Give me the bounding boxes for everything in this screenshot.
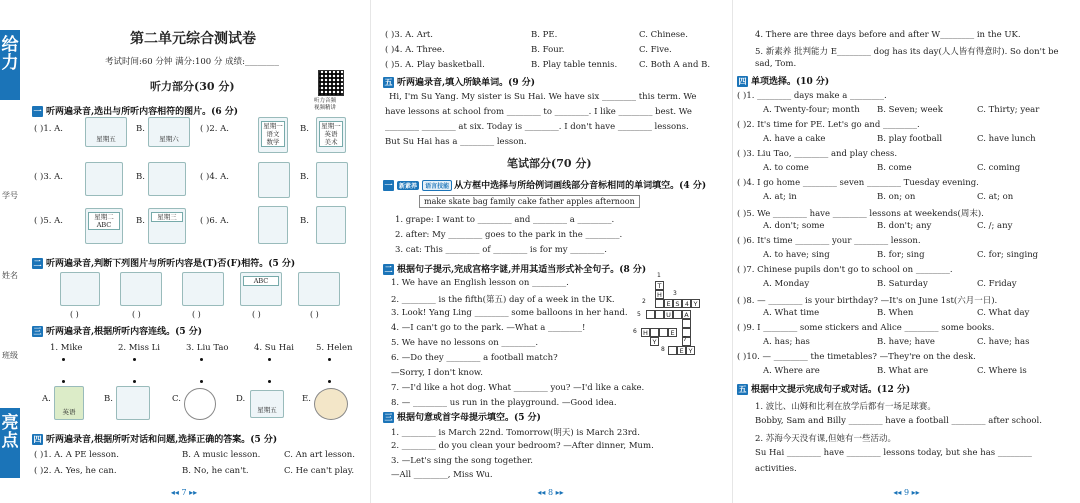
s1-item-6-pic-b[interactable] bbox=[316, 206, 346, 244]
p8-s2-line-6: 6. —Do they ________ a football match? bbox=[391, 353, 558, 363]
s3-dot-top-4[interactable] bbox=[268, 358, 271, 361]
s1-item-5-pic-b[interactable]: 星期三 bbox=[148, 208, 186, 244]
mc-question-9-option-a[interactable]: A. has; has bbox=[763, 337, 810, 347]
p9-section-5-heading: 五 根据中文提示完成句子或对话。(12 分) bbox=[738, 385, 911, 395]
s1-item-3-pic-b[interactable] bbox=[148, 162, 186, 196]
section-1-heading: 一 听两遍录音,选出与所听内容相符的图片。(6 分) bbox=[33, 107, 239, 117]
p8-s3-line-3: 3. —Let's sing the song together. bbox=[391, 456, 533, 466]
s1-item-3-pic-a[interactable] bbox=[85, 162, 123, 196]
p8-section-3-heading: 三 根据句意或首字母提示填空。(5 分) bbox=[384, 413, 541, 423]
s3-dot-bottom-4[interactable] bbox=[268, 380, 271, 383]
mc-question-9: ( )9. I ________ some stickers and Alice ________ some books. bbox=[737, 323, 995, 333]
mc-question-7: ( )7. Chinese pupils don't go to school on ________. bbox=[737, 265, 953, 275]
mc-question-9-option-b[interactable]: B. have; have bbox=[877, 337, 935, 347]
s3-name-4: 4. Su Hai bbox=[254, 343, 295, 353]
s3-letter-d: D. bbox=[236, 394, 246, 404]
mc-question-7-option-a[interactable]: A. Monday bbox=[763, 279, 810, 289]
p8-s5-line-3: ________ ________ at six. Today is ________. I don't have ________ lessons. bbox=[385, 122, 689, 132]
s3-letter-c: C. bbox=[172, 394, 181, 404]
s2-answer-5[interactable]: ( ) bbox=[310, 310, 319, 319]
p9-top-line-3: sad, Tom. bbox=[755, 59, 797, 69]
mc-question-1-option-b[interactable]: B. Seven; week bbox=[877, 105, 943, 115]
p8-s1-line-1: 1. grape: I want to ________ and ________ a ________. bbox=[395, 215, 615, 225]
mc-question-1-option-a[interactable]: A. Twenty-four; month bbox=[763, 105, 860, 115]
p8-s2-line-1: 1. We have an English lesson on ________. bbox=[391, 278, 569, 288]
section-2-heading: 二 听两遍录音,判断下列图片与所听内容是(T)否(F)相符。(5 分) bbox=[33, 259, 296, 269]
s1-item-1-pic-b[interactable]: 星期六 bbox=[148, 117, 190, 147]
p8-s1-line-3: 3. cat: This ________ of ________ is for my ________. bbox=[395, 245, 607, 255]
s3-dot-bottom-5[interactable] bbox=[328, 380, 331, 383]
s1-item-4-pic-b[interactable] bbox=[316, 162, 348, 198]
mc-question-3: ( )3. Liu Tao, ________ and play chess. bbox=[737, 149, 898, 159]
s1-item-1-pic-a[interactable]: 星期五 bbox=[85, 117, 127, 147]
s4-item-1-a: ( )1. A. A PE lesson. bbox=[34, 450, 119, 460]
page-9 bbox=[732, 0, 1080, 503]
p9-top-line-1: 4. There are three days before and after W________ in the UK. bbox=[755, 30, 1021, 40]
p8-s2-line-3: 3. Look! Yang Ling ________ some balloons in her hand. bbox=[391, 308, 628, 318]
section-4-heading: 四 听两遍录音,根据所听对话和问题,选择正确的答案。(5 分) bbox=[33, 435, 278, 445]
s3-dot-bottom-2[interactable] bbox=[133, 380, 136, 383]
s4-item-2-a: ( )2. A. Yes, he can. bbox=[34, 466, 117, 476]
s2-pic-3 bbox=[182, 272, 224, 306]
s3-letter-b: B. bbox=[104, 394, 113, 404]
p8-section-5-heading: 五 听两遍录音,填入所缺单词。(9 分) bbox=[384, 78, 536, 88]
p8-s3-line-2: 2. ________ do you clean your bedroom? —After dinner, Mum. bbox=[391, 441, 654, 451]
s2-answer-1[interactable]: ( ) bbox=[70, 310, 79, 319]
s1-item-2-pic-b[interactable]: 星期一 英语 美术 bbox=[316, 117, 346, 153]
p9-s5-line-5: activities. bbox=[755, 464, 797, 474]
p8-s2-line-5: 5. We have no lessons on ________. bbox=[391, 338, 539, 348]
p8-s5-line-2: have lessons at school from ________ to ________. I like ________ best. We bbox=[385, 107, 692, 117]
p8-item-4-a: ( )4. A. Three. bbox=[385, 45, 445, 55]
s3-letter-e: E. bbox=[302, 394, 311, 404]
s3-dot-bottom-3[interactable] bbox=[200, 380, 203, 383]
p8-item-5-c: C. Both A and B. bbox=[639, 60, 711, 70]
side-label-name: 姓名 bbox=[2, 271, 18, 280]
section-3-heading: 三 听两遍录音,根据所听内容连线。(5 分) bbox=[33, 327, 203, 337]
s3-pic-b bbox=[116, 386, 150, 420]
mc-question-6-option-a[interactable]: A. to have; sing bbox=[763, 250, 830, 260]
p8-s1-line-2: 2. after: My ________ goes to the park in the ________. bbox=[395, 230, 623, 240]
s3-dot-bottom-1[interactable] bbox=[62, 380, 65, 383]
mc-question-3-option-b[interactable]: B. come bbox=[877, 163, 912, 173]
s1-item-2-pic-a[interactable]: 星期一 语文 数学 bbox=[258, 117, 288, 153]
s2-pic-5 bbox=[298, 272, 340, 306]
p8-s2-line-4: 4. —I can't go to the park. —What a ________! bbox=[391, 323, 586, 333]
p8-item-3-c: C. Chinese. bbox=[639, 30, 688, 40]
s1-item-5: ( )5. A. bbox=[34, 216, 63, 226]
mc-question-5: ( )5. We ________ have ________ lessons at weekends(周末). bbox=[737, 209, 984, 219]
listening-title: 听力部分(30 分) bbox=[150, 80, 235, 93]
mc-question-8-option-a[interactable]: A. What time bbox=[763, 308, 820, 318]
side-tab-top: 给力 bbox=[0, 30, 20, 100]
side-tab-bottom: 亮点 bbox=[0, 408, 20, 478]
s4-item-2-b: B. No, he can't. bbox=[182, 466, 249, 476]
s3-dot-top-1[interactable] bbox=[62, 358, 65, 361]
p8-s2-line-2: 2. ________ is the fifth(第五) day of a week in the UK. bbox=[391, 295, 615, 305]
mc-question-2: ( )2. It's time for PE. Let's go and ________. bbox=[737, 120, 920, 130]
qr-caption: 听力音频 视频精讲 bbox=[314, 98, 337, 111]
s1-item-5-pic-a[interactable]: 星期二 ABC bbox=[85, 208, 123, 244]
p8-item-3-a: ( )3. A. Art. bbox=[385, 30, 434, 40]
p9-s5-line-3: 2. 苏海今天没有课,但她有一些活动。 bbox=[755, 434, 897, 444]
p8-section-1-heading: 一 新素养 语言技能 从方框中选择与所给例词画线部分音标相同的单词填空。(4 分) bbox=[384, 181, 707, 191]
s3-dot-top-3[interactable] bbox=[200, 358, 203, 361]
s3-pic-a-book: 英语 bbox=[54, 386, 84, 420]
mc-question-10: ( )10. — ________ the timetables? —They're on the desk. bbox=[737, 352, 976, 362]
s1-item-6-pic-a[interactable] bbox=[258, 206, 288, 244]
page-number-7: ◂◂ 7 ▸▸ bbox=[170, 488, 198, 497]
s2-answer-4[interactable]: ( ) bbox=[252, 310, 261, 319]
s1-item-3: ( )3. A. bbox=[34, 172, 63, 182]
s2-pic-4: ABC bbox=[240, 272, 282, 306]
mc-question-8: ( )8. — ________ is your birthday? —It's on June 1st(六月一日). bbox=[737, 296, 998, 306]
s2-pic-1 bbox=[60, 272, 100, 306]
s3-dot-top-5[interactable] bbox=[328, 358, 331, 361]
mc-question-4-option-c[interactable]: C. at; on bbox=[977, 192, 1014, 202]
p9-top-line-2: 5. 新素养 批判能力 E________ dog has its day(人人皆有得意时). So don't be bbox=[755, 47, 1059, 57]
s4-item-2-c: C. He can't play. bbox=[284, 466, 355, 476]
p9-s5-line-1: 1. 波比、山姆和比利在放学后都有一场足球赛。 bbox=[755, 402, 936, 412]
s3-pic-c-clock bbox=[184, 388, 216, 420]
p8-s2-line-8: 8. — ________ us run in the playground. —Good idea. bbox=[391, 398, 617, 408]
s1-item-1: ( )1. A. bbox=[34, 124, 63, 134]
p9-s5-line-4: Su Hai ________ have ________ lessons today, but she has ________ bbox=[755, 448, 1032, 458]
mc-question-10-option-a[interactable]: A. Where are bbox=[763, 366, 820, 376]
mc-question-2-option-c[interactable]: C. have lunch bbox=[977, 134, 1036, 144]
p8-s3-line-4: —All ________, Miss Wu. bbox=[391, 470, 493, 480]
mc-question-7-option-c[interactable]: C. Friday bbox=[977, 279, 1017, 289]
s1-item-2: ( )2. A. bbox=[200, 124, 229, 134]
s3-dot-top-2[interactable] bbox=[133, 358, 136, 361]
side-label-class: 班级 bbox=[2, 351, 18, 360]
p8-s2-line-6b: —Sorry, I don't know. bbox=[391, 368, 483, 378]
side-label-number: 学号 bbox=[2, 191, 18, 200]
mc-question-1: ( )1. ________ days make a ________. bbox=[737, 91, 887, 101]
mc-question-3-option-c[interactable]: C. coming bbox=[977, 163, 1021, 173]
page-7: 给力 亮点 学号 姓名 班级 第二单元综合测试卷 考试时间:60 分钟 满分:100 分 成绩:________ 听力部分(30 分) 听力音频 视频精讲 一 听两遍录音,选出与所听内容相符的图片。(6 分) ( )1. A. 星期五 B. 星期六 ( )2. A. 星期一 语文 数学 B. 星期一 英语 美术 ( )3. A. B. ( )4. A. B. ( )5. A. 星期二 ABC B. 星期三 ( )6. A. B. 二 听两遍录音,判断下列图片与所听内容是(T)否(F)相符。(5 分) ABC ( ) ( ) ( ) ( ) ( ) 三 听两遍录音,根据所听内容连线。(5 分) 1. Mike 2. Miss Li 3. Liu Tao 4. Su Hai 5. Helen A. 英语 B. C. D. 星期五 E. 四 听两遍录音,根据所听对话和问题,选择正确的答案。(5 分) ( )1. A. A PE lesson. B. A music lesson. C. An art lesson. ( )2. A. Yes, he can. B. No, he can't. C. He can't play. ◂◂ 7 ▸▸ bbox=[0, 0, 368, 503]
mc-question-6-option-c[interactable]: C. for; singing bbox=[977, 250, 1039, 260]
mc-question-5-option-c[interactable]: C. /; any bbox=[977, 221, 1013, 231]
mc-question-2-option-a[interactable]: A. have a cake bbox=[763, 134, 826, 144]
s3-name-2: 2. Miss Li bbox=[118, 343, 161, 353]
s3-pic-e-burger bbox=[314, 388, 348, 420]
mc-question-4-option-a[interactable]: A. at; in bbox=[763, 192, 797, 202]
mc-question-1-option-c[interactable]: C. Thirty; year bbox=[977, 105, 1040, 115]
mc-question-5-option-a[interactable]: A. don't; some bbox=[763, 221, 825, 231]
p8-s5-line-4: But Su Hai has a ________ lesson. bbox=[385, 137, 527, 147]
page-title: 第二单元综合测试卷 bbox=[130, 31, 256, 47]
mc-question-4: ( )4. I go home ________ seven ________ Tuesday evening. bbox=[737, 178, 979, 188]
mc-question-6-option-b[interactable]: B. for; sing bbox=[877, 250, 925, 260]
s1-item-6: ( )6. A. bbox=[200, 216, 229, 226]
s3-name-5: 5. Helen bbox=[316, 343, 353, 353]
p8-s5-line-1: Hi, I'm Su Yang. My sister is Su Hai. We have six ________ this term. We bbox=[389, 92, 697, 102]
page-number-9: ◂◂ 9 ▸▸ bbox=[893, 488, 920, 497]
qr-code[interactable] bbox=[318, 70, 344, 96]
mc-question-5-option-b[interactable]: B. don't; any bbox=[877, 221, 932, 231]
p8-s3-line-1: 1. ________ is March 22nd. Tomorrow(明天) is March 23rd. bbox=[391, 428, 640, 438]
mc-question-8-option-c[interactable]: C. What day bbox=[977, 308, 1030, 318]
s3-name-1: 1. Mike bbox=[50, 343, 83, 353]
p8-section-2-heading: 二 根据句子提示,完成宫格字谜,并用其适当形式补全句子。(8 分) bbox=[384, 265, 647, 275]
s1-item-4: ( )4. A. bbox=[200, 172, 229, 182]
p8-item-5-b: B. Play table tennis. bbox=[531, 60, 618, 70]
s2-pic-2 bbox=[120, 272, 162, 306]
s2-answer-2[interactable]: ( ) bbox=[132, 310, 141, 319]
s3-name-3: 3. Liu Tao bbox=[186, 343, 229, 353]
p9-section-4-heading: 四 单项选择。(10 分) bbox=[738, 77, 830, 87]
s4-item-1-c: C. An art lesson. bbox=[284, 450, 355, 460]
s1-item-4-pic-a[interactable] bbox=[258, 162, 290, 198]
mc-question-10-option-b[interactable]: B. What are bbox=[877, 366, 929, 376]
written-title: 笔试部分(70 分) bbox=[507, 157, 592, 170]
mc-question-10-option-c[interactable]: C. Where is bbox=[977, 366, 1027, 376]
p8-s2-line-7: 7. —I'd like a hot dog. What ________ you? —I'd like a cake. bbox=[391, 383, 645, 393]
p8-item-5-a: ( )5. A. Play basketball. bbox=[385, 60, 485, 70]
s3-pic-d-calendar: 星期五 bbox=[250, 390, 284, 418]
mc-question-8-option-b[interactable]: B. When bbox=[877, 308, 914, 318]
p8-item-3-b: B. PE. bbox=[531, 30, 558, 40]
exam-meta: 考试时间:60 分钟 满分:100 分 成绩:________ bbox=[105, 57, 279, 67]
page-number-8: ◂◂ 8 ▸▸ bbox=[537, 488, 564, 497]
word-box: make skate bag family cake father apples afternoon bbox=[419, 195, 640, 208]
mc-question-9-option-c[interactable]: C. have; has bbox=[977, 337, 1030, 347]
mc-question-6: ( )6. It's time ________ your ________ lesson. bbox=[737, 236, 921, 246]
p9-s5-line-2: Bobby, Sam and Billy ________ have a football ________ after school. bbox=[755, 416, 1042, 426]
mc-question-2-option-b[interactable]: B. play football bbox=[877, 134, 943, 144]
mc-question-4-option-b[interactable]: B. on; on bbox=[877, 192, 916, 202]
page-8: ( )3. A. Art. B. PE. C. Chinese. ( )4. A. Three. B. Four. C. Five. ( )5. A. Play basketball. B. Play table tennis. C. Both A and B. 五 听两遍录音,填入所缺单词。(9 分) Hi, I'm Su Yang. My sister is Su Hai. We have six ________ this term. We have lessons at school from ________ to ________. I like ________ best. We ________ ________ at six. Today is ________. I don't have ________ lessons. But Su Hai has a ________ lesson. 笔试部分(70 分) 一 新素养 语言技能 从方框中选择与所给例词画线部分音标相同的单词填空。(4 分) make skate bag family cake father apples afternoon 1. grape: I want to ________ and ________ a ________. 2. after: My ________ goes to the park in the ________. 3. cat: This ________ of ________ is for my ________. 二 根据句子提示,完成宫格字谜,并用其适当形式补全句子。(8 分) 1. We have an English lesson on ________. 2. ________ is the fifth(第五) day of a week in the UK. 3. Look! Yang Ling ________ some balloons in her hand. 4. —I can't go to the park. —What a ________! 5. We have no lessons on ________. 6. —Do they ________ a football match? —Sorry, I don't know. 7. —I'd like a hot dog. What ________ you? —I'd like a cake. 8. — ________ us run in the playground. —Good idea. 1 T H 2 E S Y 3 5 U A 4 6 H E 7 Y 8 E Y 三 根据句意或首字母提示填空。(5 分) 1. ________ is March 22nd. Tomorrow(明天) is March 23rd. 2. ________ do you clean your bedroom? —After dinner, Mum. 3. —Let's sing the song together. —All ________, Miss Wu. ◂◂ 8 ▸▸ bbox=[370, 0, 730, 503]
s4-item-1-b: B. A music lesson. bbox=[182, 450, 261, 460]
s3-letter-a: A. bbox=[42, 394, 51, 404]
mc-question-7-option-b[interactable]: B. Saturday bbox=[877, 279, 928, 289]
p8-item-4-b: B. Four. bbox=[531, 45, 565, 55]
s2-answer-3[interactable]: ( ) bbox=[192, 310, 201, 319]
mc-question-3-option-a[interactable]: A. to come bbox=[763, 163, 809, 173]
p8-item-4-c: C. Five. bbox=[639, 45, 672, 55]
